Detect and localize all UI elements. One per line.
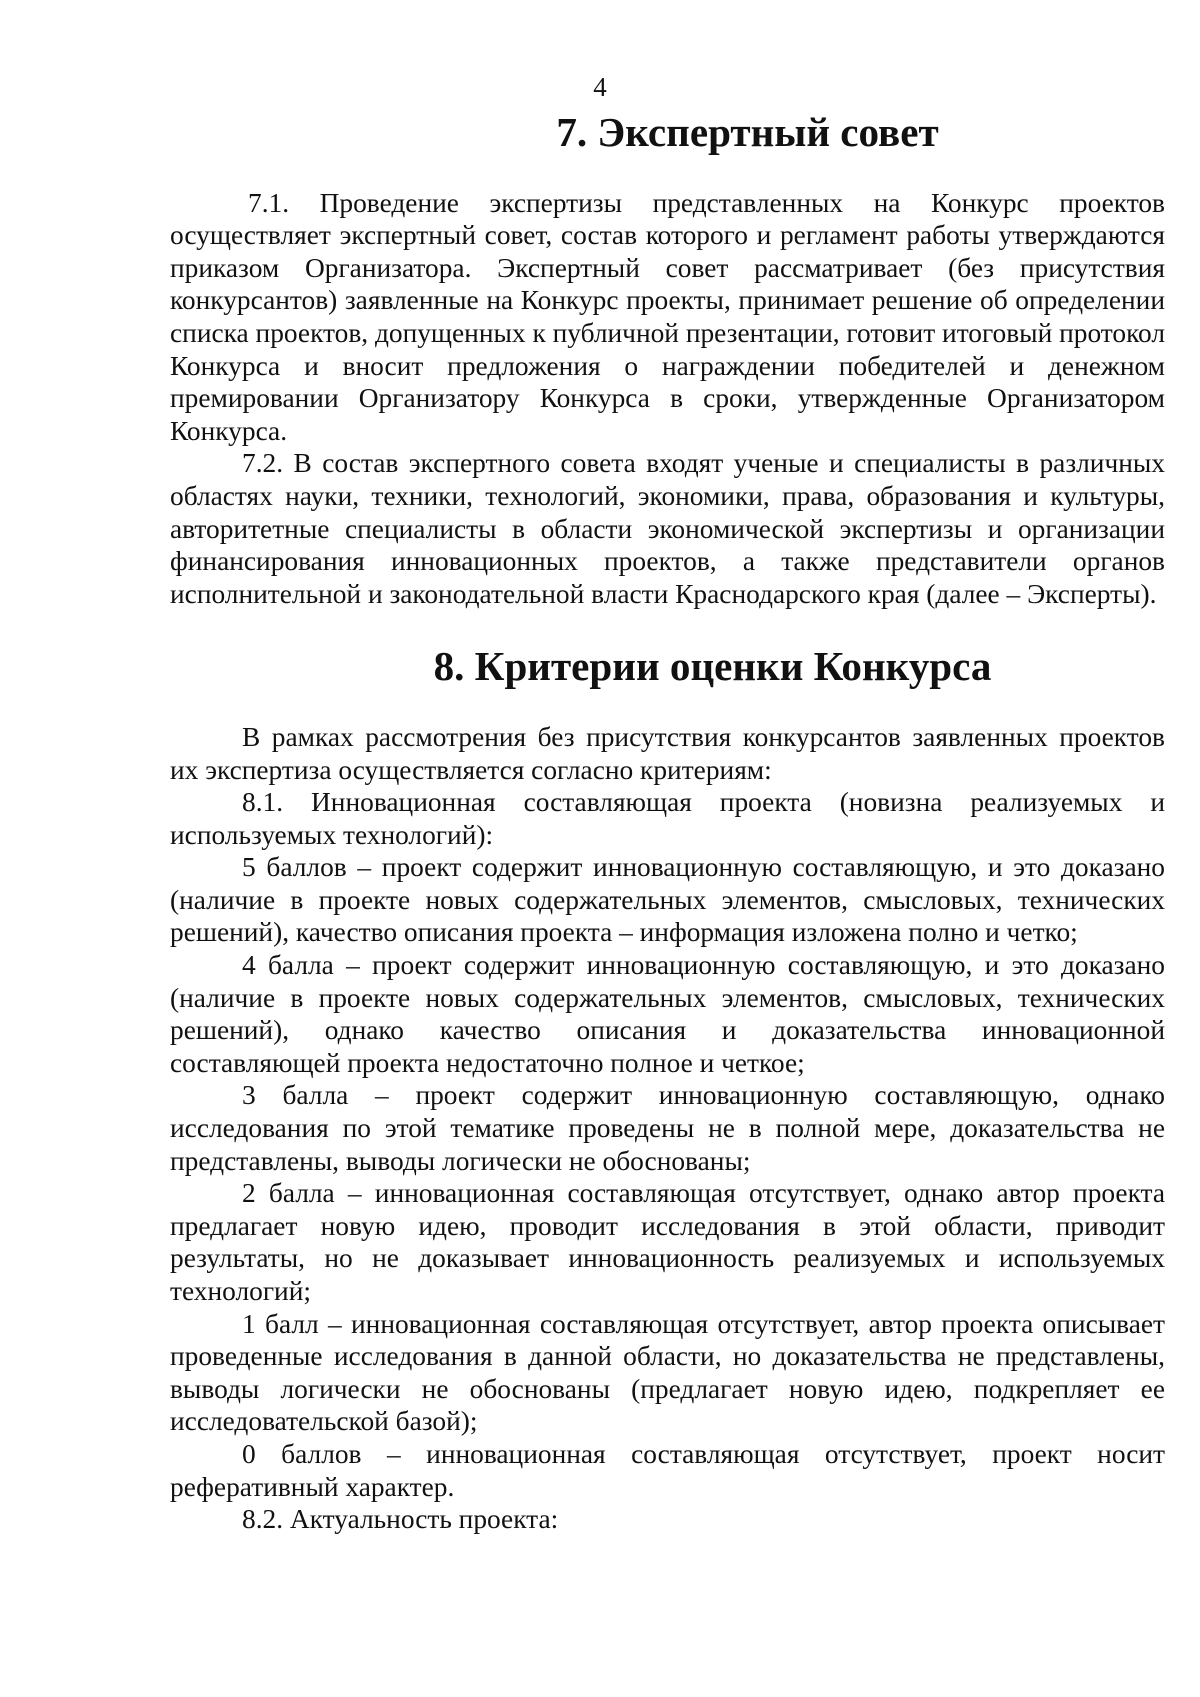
section-8-heading: 8. Критерии оценки Конкурса [433, 643, 992, 690]
paragraph-7-1: 7.1. Проведение экспертизы представленных на Конкурс проектов осуществляет экспертный совет, состав которого и регламент работы утверждаются приказом Организатора. Экспертный совет рассматривает (без присутствия конкурсантов) заявленные на Конкурс проекты, принимает решение об определении списка проектов, допущенных к публичной презентации, готовит итоговый протокол Конкурса и вносит предложения о награждении победителей и денежном премировании Организатору Конкурса в сроки, утвержденные Организатором Конкурса. [170, 187, 1165, 446]
paragraph-8-2: 8.2. Актуальность проекта: [242, 1504, 559, 1535]
paragraph-8-1: 8.1. Инновационная составляющая проекта (новизна реализуемых и используемых технологий): [170, 787, 1165, 850]
paragraph-8-intro: В рамках рассмотрения без присутствия конкурсантов заявленных проектов их экспертиза осуществляется согласно критериям: [170, 721, 1165, 785]
paragraph-score-2: 2 балла – инновационная составляющая отсутствует, однако автор проекта предлагает новую идею, проводит исследования в этой области, приводит результаты, но не доказывает инновационность реализуемых и используемых технологий; [170, 1178, 1165, 1306]
paragraph-score-4: 4 балла – проект содержит инновационную составляющую, и это доказано (наличие в проекте новых содержательных элементов, смысловых, технических решений), однако качество описания и доказательства инновационной составляющей проекта недостаточно полное и четкое; [170, 950, 1165, 1078]
paragraph-score-1: 1 балл – инновационная составляющая отсутствует, автор проекта описывает проведенные исследования в данной области, но доказательства не представлены, выводы логически не обоснованы (предлагает новую идею, подкрепляет ее исследовательской базой); [170, 1308, 1165, 1437]
paragraph-score-5: 5 баллов – проект содержит инновационную составляющую, и это доказано (наличие в проекте новых содержательных элементов, смысловых, технических решений), качество описания проекта – информация изложена полно и четко; [170, 852, 1165, 948]
document-body [170, 110, 1165, 1536]
paragraph-score-0: 0 баллов – инновационная составляющая отсутствует, проект носит реферативный характер. [170, 1438, 1165, 1502]
paragraph-score-3: 3 балла – проект содержит инновационную составляющую, однако исследования по этой тематике проведены не в полной мере, доказательства не представлены, выводы логически не обоснованы; [170, 1080, 1165, 1176]
section-7-heading: 7. Экспертный совет [556, 109, 939, 155]
page-number: 4 [593, 72, 607, 102]
paragraph-7-2: 7.2. В состав экспертного совета входят ученые и специалисты в различных областях науки, техники, технологий, экономики, права, образования и культуры, авторитетные специалисты в области экономической экспертизы и организации финансирования инновационных проектов, а также представители органов исполнительной и законодательной власти Краснодарского края (далее – Эксперты). [170, 448, 1165, 609]
